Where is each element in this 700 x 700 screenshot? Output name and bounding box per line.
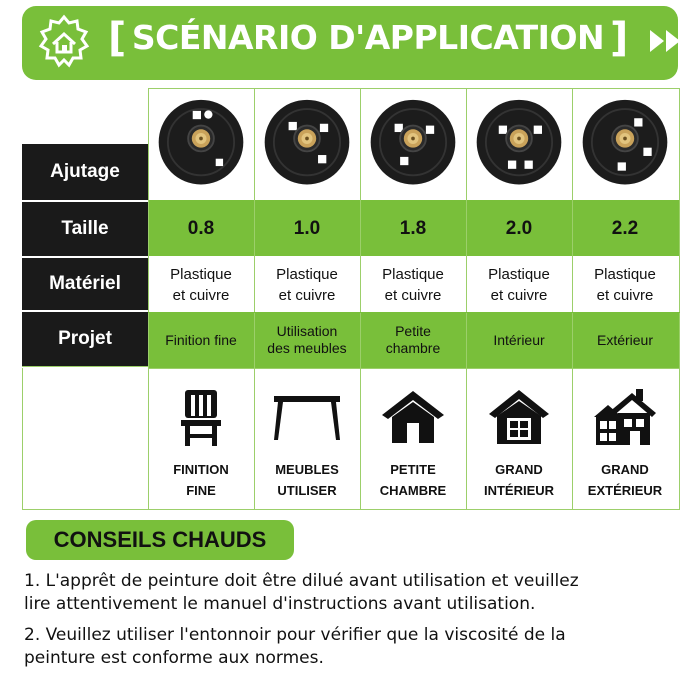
tip-2-line-2: peinture est conforme aux normes. [24,648,324,668]
usage-label-line: GRAND [495,462,543,477]
house-window-icon [467,384,571,450]
project-value [361,314,465,366]
usage-label-line: INTÉRIEUR [483,483,555,498]
row-label-material: Matériel [22,258,148,310]
table-icon [255,384,359,450]
nozzle-cell [573,90,677,198]
project-line: Finition fine [165,331,237,348]
material-line: Plastique [276,266,338,283]
divider [22,509,680,510]
divider [148,88,680,89]
material-line: et cuivre [596,287,654,304]
row-label-project: Projet [22,312,148,366]
size-value: 2.2 [611,218,639,239]
material-line: Plastique [382,266,444,283]
material-line: et cuivre [384,287,442,304]
usage-label-line: CHAMBRE [379,483,447,498]
project-line: chambre [385,340,441,356]
project-value [573,314,677,366]
divider [148,312,680,313]
material-line: et cuivre [172,287,230,304]
usage-label [255,458,359,502]
material-line: et cuivre [490,287,548,304]
project-value [149,314,253,366]
project-line: Intérieur [493,331,545,348]
divider [148,368,680,369]
usage-label [467,458,571,502]
material-line: Plastique [170,266,232,283]
usage-label [149,458,253,502]
usage-label-line: EXTÉRIEUR [587,483,663,498]
page-title: SCÉNARIO D'APPLICATION [131,18,605,57]
house-gear-icon [36,14,92,70]
divider [22,366,148,367]
size-value: 1.0 [293,218,321,239]
tip-1-line-2: lire attentivement le manuel d'instructions avant utilisation. [24,594,536,614]
project-line: Petite [395,323,431,339]
tip-1-line-1: 1. L'apprêt de peinture doit être dilué avant utilisation et veuillez [24,571,579,591]
usage-label-line: FINITION [173,462,229,477]
size-value: 2.0 [505,218,533,239]
project-value [467,314,571,366]
usage-label-line: UTILISER [277,483,337,498]
tip-2-line-1: 2. Veuillez utiliser l'entonnoir pour vérifier que la viscosité de la [24,625,566,645]
material-line: Plastique [488,266,550,283]
nozzle-icon [261,98,353,190]
tips-heading: CONSEILS CHAUDS [26,520,294,560]
tip-2 [24,624,674,670]
project-value [255,314,359,366]
tip-1 [24,570,674,616]
size-value: 1.8 [399,218,427,239]
material-value [467,258,571,312]
large-house-icon [573,384,677,450]
double-arrow-icon [648,28,684,54]
divider [679,88,680,510]
small-house-icon [361,384,465,450]
usage-label [573,458,677,502]
nozzle-icon [155,98,247,190]
chair-icon [149,384,253,450]
material-line: et cuivre [278,287,336,304]
row-label-size: Taille [22,202,148,256]
usage-label-line: PETITE [390,462,436,477]
bracket-right-icon: ] [610,15,629,61]
material-value [149,258,253,312]
nozzle-cell [361,90,465,198]
usage-label-line: FINE [186,483,216,498]
material-value [361,258,465,312]
nozzle-cell [467,90,571,198]
nozzle-icon [367,98,459,190]
spec-table [22,88,680,510]
material-value [573,258,677,312]
material-line: Plastique [594,266,656,283]
project-line: Extérieur [596,331,654,348]
project-line: des meubles [267,340,347,356]
size-value: 0.8 [187,218,215,239]
material-value [255,258,359,312]
row-label-nozzle: Ajutage [22,144,148,200]
nozzle-icon [579,98,671,190]
usage-label [361,458,465,502]
usage-label-line: MEUBLES [275,462,339,477]
divider [22,368,23,510]
usage-label-line: GRAND [601,462,649,477]
header-banner [22,6,678,80]
nozzle-cell [149,90,253,198]
project-line: Utilisation [276,323,338,339]
nozzle-icon [473,98,565,190]
bracket-left-icon: [ [108,15,127,61]
nozzle-cell [255,90,359,198]
